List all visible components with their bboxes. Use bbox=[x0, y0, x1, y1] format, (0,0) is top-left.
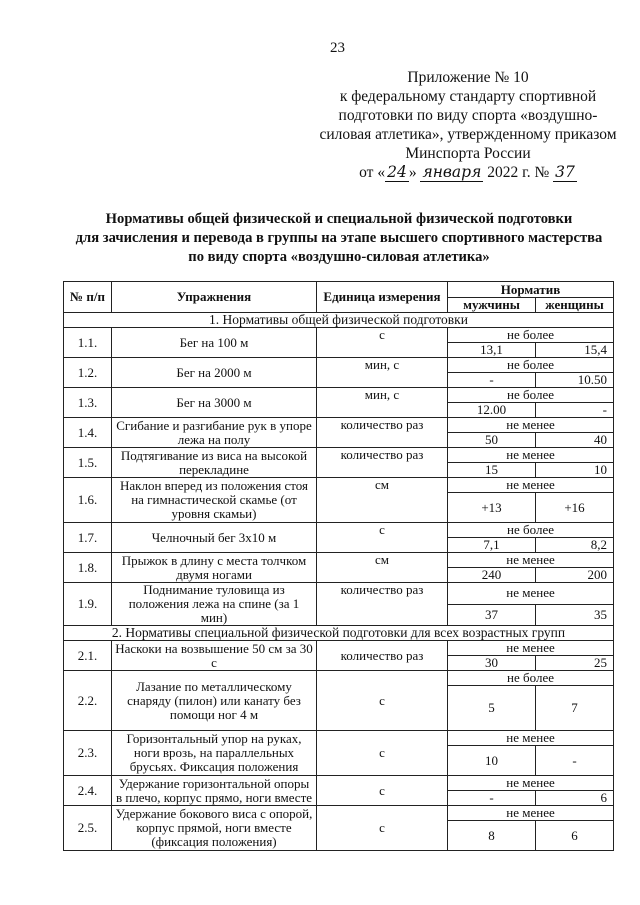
appendix-line: к федеральному стандарту спортивной bbox=[339, 88, 597, 105]
row-condition: не более bbox=[448, 671, 614, 686]
row-unit: см bbox=[317, 553, 448, 583]
row-condition: не более bbox=[448, 388, 614, 403]
norms-table bbox=[63, 281, 614, 851]
header-num: № п/п bbox=[64, 282, 112, 313]
row-exercise: Бег на 2000 м bbox=[112, 358, 317, 388]
row-men-value: 50 bbox=[448, 433, 536, 448]
order-number: 37 bbox=[555, 163, 575, 181]
row-men-value: 13,1 bbox=[448, 343, 536, 358]
row-unit: с bbox=[317, 776, 448, 806]
row-exercise: Челночный бег 3х10 м bbox=[112, 523, 317, 553]
date-prefix: от « bbox=[359, 164, 386, 181]
row-exercise: Прыжок в длину с места толчком двумя ногами bbox=[112, 553, 317, 583]
row-exercise: Удержание бокового виса с опорой, корпус прямой, ноги вместе (фиксация положения) bbox=[112, 806, 317, 851]
row-men-value: 15 bbox=[448, 463, 536, 478]
row-men-value: 12.00 bbox=[448, 403, 536, 418]
title-line: по виду спорта «воздушно-силовая атлетика» bbox=[188, 249, 490, 265]
row-exercise: Наклон вперед из положения стоя на гимнастической скамье (от уровня скамьи) bbox=[112, 478, 317, 523]
row-num: 1.7. bbox=[64, 523, 112, 553]
row-unit: мин, с bbox=[317, 388, 448, 418]
header-men: мужчины bbox=[448, 298, 536, 313]
row-condition: не более bbox=[448, 523, 614, 538]
row-women-value: 10 bbox=[536, 463, 614, 478]
row-unit: количество раз bbox=[317, 641, 448, 671]
row-num: 2.3. bbox=[64, 731, 112, 776]
row-unit: с bbox=[317, 328, 448, 358]
row-men-value: - bbox=[448, 791, 536, 806]
row-men-value: - bbox=[448, 373, 536, 388]
page-number: 23 bbox=[330, 40, 345, 56]
row-num: 1.6. bbox=[64, 478, 112, 523]
row-num: 1.3. bbox=[64, 388, 112, 418]
row-men-value: 7,1 bbox=[448, 538, 536, 553]
header-exercise: Упражнения bbox=[112, 282, 317, 313]
row-exercise: Подтягивание из виса на высокой перекладине bbox=[112, 448, 317, 478]
row-unit: с bbox=[317, 671, 448, 731]
order-date-line bbox=[318, 163, 618, 182]
row-num: 2.4. bbox=[64, 776, 112, 806]
table-row bbox=[64, 806, 614, 821]
row-unit: мин, с bbox=[317, 358, 448, 388]
row-exercise: Поднимание туловища из положения лежа на спине (за 1 мин) bbox=[112, 583, 317, 626]
table-row bbox=[64, 671, 614, 686]
row-exercise: Сгибание и разгибание рук в упоре лежа на полу bbox=[112, 418, 317, 448]
row-women-value: - bbox=[536, 746, 614, 776]
row-unit: количество раз bbox=[317, 418, 448, 448]
row-condition: не менее bbox=[448, 731, 614, 746]
row-num: 1.4. bbox=[64, 418, 112, 448]
row-unit: количество раз bbox=[317, 583, 448, 626]
section-title: 2. Нормативы специальной физической подготовки для всех возрастных групп bbox=[64, 626, 614, 641]
row-men-value: +13 bbox=[448, 493, 536, 523]
row-exercise: Бег на 3000 м bbox=[112, 388, 317, 418]
row-unit: с bbox=[317, 806, 448, 851]
row-num: 1.5. bbox=[64, 448, 112, 478]
row-condition: не более bbox=[448, 328, 614, 343]
row-women-value: 35 bbox=[536, 604, 614, 626]
row-condition: не менее bbox=[448, 448, 614, 463]
table-row bbox=[64, 418, 614, 433]
row-women-value: 15,4 bbox=[536, 343, 614, 358]
appendix-line: Приложение № 10 bbox=[407, 69, 529, 86]
row-condition: не менее bbox=[448, 478, 614, 493]
table-row bbox=[64, 731, 614, 746]
row-num: 2.5. bbox=[64, 806, 112, 851]
row-num: 1.1. bbox=[64, 328, 112, 358]
row-women-value: 200 bbox=[536, 568, 614, 583]
row-men-value: 240 bbox=[448, 568, 536, 583]
row-exercise: Наскоки на возвышение 50 см за 30 с bbox=[112, 641, 317, 671]
row-men-value: 8 bbox=[448, 821, 536, 851]
date-day: 24 bbox=[387, 163, 407, 181]
table-row bbox=[64, 553, 614, 568]
row-exercise: Горизонтальный упор на руках, ноги врозь, на параллельных брусьях. Фиксация положения bbox=[112, 731, 317, 776]
row-exercise: Бег на 100 м bbox=[112, 328, 317, 358]
row-num: 1.8. bbox=[64, 553, 112, 583]
date-mid: » bbox=[408, 164, 417, 181]
row-women-value: 8,2 bbox=[536, 538, 614, 553]
row-women-value: 7 bbox=[536, 686, 614, 731]
row-condition: не более bbox=[448, 358, 614, 373]
appendix-header bbox=[318, 68, 618, 182]
row-women-value: 6 bbox=[536, 791, 614, 806]
table-row bbox=[64, 583, 614, 605]
row-num: 2.1. bbox=[64, 641, 112, 671]
table-row bbox=[64, 478, 614, 493]
header-norm: Норматив bbox=[448, 282, 614, 298]
row-men-value: 37 bbox=[448, 604, 536, 626]
row-men-value: 10 bbox=[448, 746, 536, 776]
appendix-line: силовая атлетика», утвержденному приказом bbox=[319, 126, 617, 143]
row-women-value: 10.50 bbox=[536, 373, 614, 388]
row-unit: с bbox=[317, 731, 448, 776]
row-men-value: 30 bbox=[448, 656, 536, 671]
row-num: 1.2. bbox=[64, 358, 112, 388]
row-women-value: 40 bbox=[536, 433, 614, 448]
row-women-value: 6 bbox=[536, 821, 614, 851]
row-unit: с bbox=[317, 523, 448, 553]
date-month: января bbox=[422, 163, 482, 181]
table-row bbox=[64, 448, 614, 463]
table-row bbox=[64, 641, 614, 656]
section-title: 1. Нормативы общей физической подготовки bbox=[64, 313, 614, 328]
appendix-line: Минспорта России bbox=[405, 145, 531, 162]
row-exercise: Удержание горизонтальной опоры в плечо, корпус прямо, ноги вместе bbox=[112, 776, 317, 806]
date-year: 2022 г. № bbox=[487, 164, 550, 181]
row-women-value: +16 bbox=[536, 493, 614, 523]
title-line: Нормативы общей физической и специальной физической подготовки bbox=[105, 211, 573, 227]
table-row bbox=[64, 388, 614, 403]
row-unit: количество раз bbox=[317, 448, 448, 478]
row-condition: не менее bbox=[448, 418, 614, 433]
table-row bbox=[64, 328, 614, 343]
row-condition: не менее bbox=[448, 553, 614, 568]
table-row bbox=[64, 776, 614, 791]
row-condition: не менее bbox=[448, 806, 614, 821]
table-row bbox=[64, 358, 614, 373]
row-exercise: Лазание по металлическому снаряду (пилон) или канату без помощи ног 4 м bbox=[112, 671, 317, 731]
header-unit: Единица измерения bbox=[317, 282, 448, 313]
row-condition: не менее bbox=[448, 641, 614, 656]
document-title bbox=[62, 210, 616, 267]
row-condition: не менее bbox=[448, 776, 614, 791]
header-women: женщины bbox=[536, 298, 614, 313]
title-line: для зачисления и перевода в группы на этапе высшего спортивного мастерства bbox=[75, 230, 603, 246]
row-unit: см bbox=[317, 478, 448, 523]
row-num: 1.9. bbox=[64, 583, 112, 626]
row-num: 2.2. bbox=[64, 671, 112, 731]
appendix-line: подготовки по виду спорта «воздушно- bbox=[338, 107, 598, 124]
row-condition: не менее bbox=[448, 583, 614, 605]
row-women-value: - bbox=[536, 403, 614, 418]
table-row bbox=[64, 523, 614, 538]
row-men-value: 5 bbox=[448, 686, 536, 731]
row-women-value: 25 bbox=[536, 656, 614, 671]
